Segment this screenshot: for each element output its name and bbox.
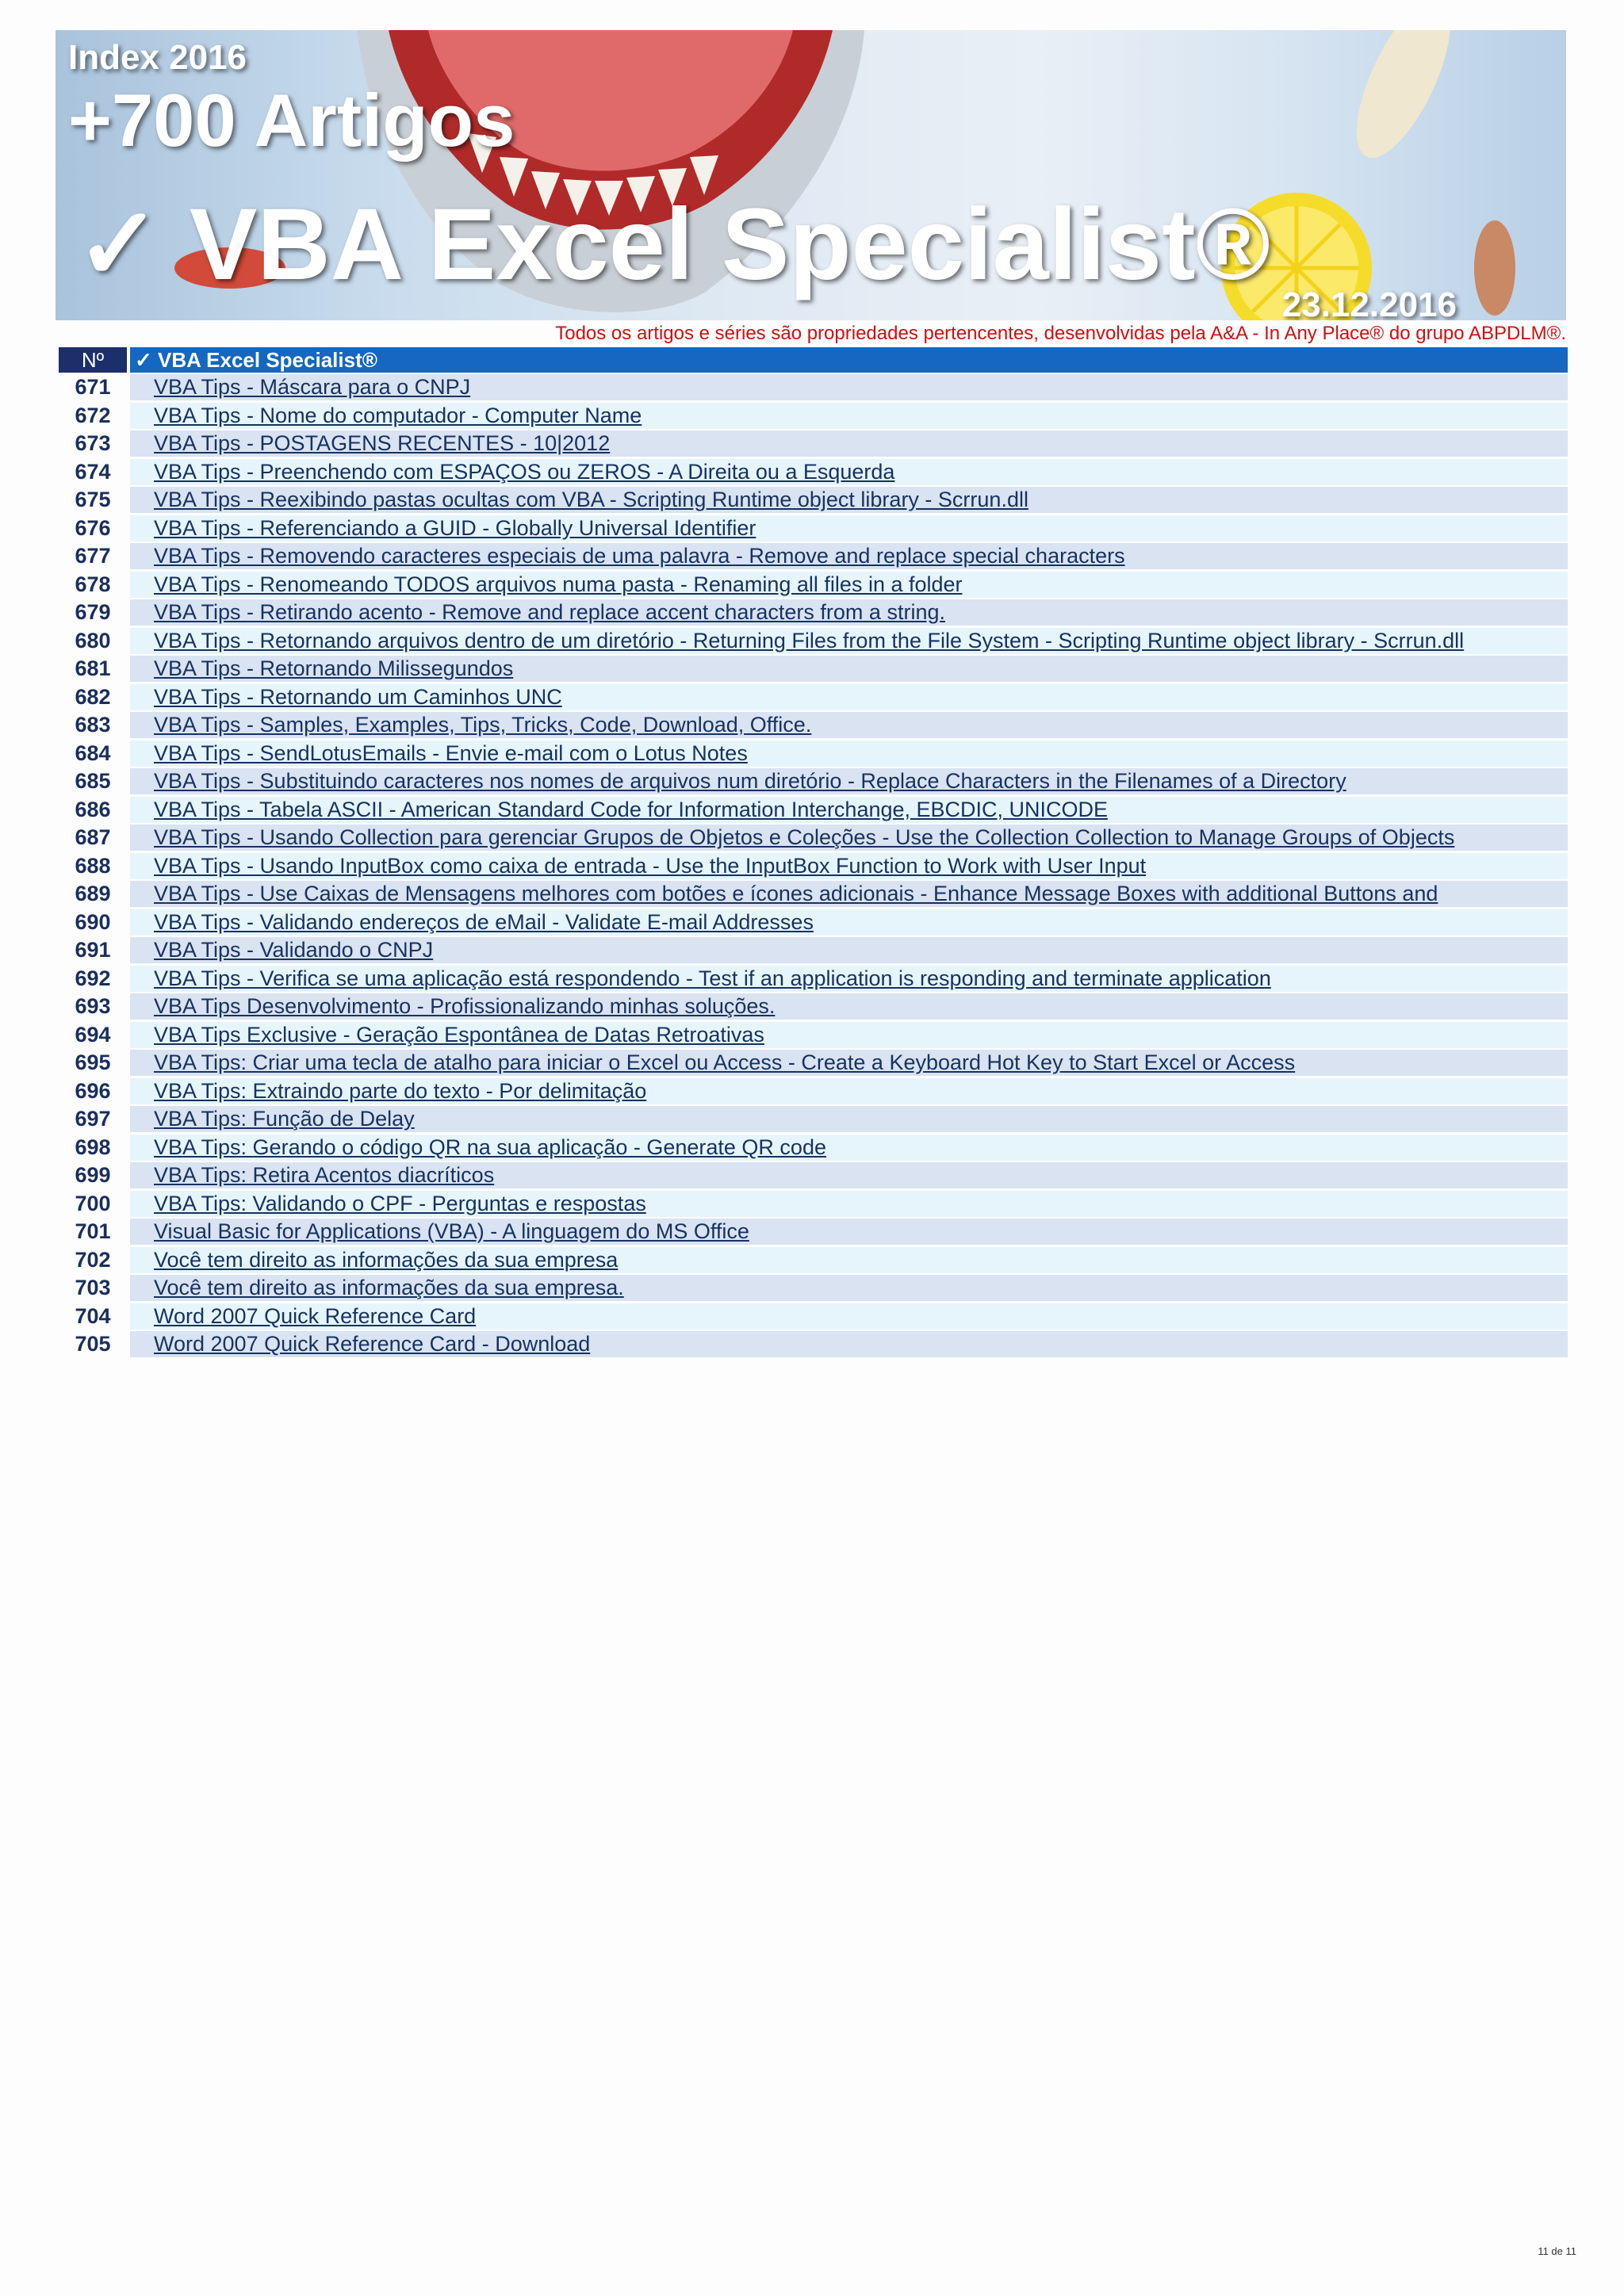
article-cell	[130, 515, 1568, 541]
article-number: 698	[75, 1135, 111, 1159]
table-row	[59, 459, 1568, 488]
article-number: 679	[75, 600, 111, 624]
article-link[interactable]: VBA Tips - Usando InputBox como caixa de entrada - Use the InputBox Function to Work with User Input	[154, 853, 1147, 878]
article-cell	[130, 1191, 1568, 1217]
article-number: 702	[75, 1247, 111, 1272]
article-number: 690	[75, 909, 111, 934]
article-cell	[130, 1022, 1568, 1048]
article-number: 700	[75, 1191, 111, 1215]
article-number: 693	[75, 994, 111, 1018]
table-row	[59, 853, 1568, 882]
article-number: 681	[75, 656, 111, 680]
article-link[interactable]: VBA Tips - Preenchendo com ESPAÇOS ou ZEROS - A Direita ou a Esquerda	[154, 459, 895, 484]
article-cell	[130, 825, 1568, 851]
article-number: 682	[75, 684, 111, 709]
article-cell	[130, 1219, 1568, 1245]
article-number: 684	[75, 740, 111, 765]
article-cell	[130, 403, 1568, 429]
article-number: 675	[75, 488, 111, 511]
article-number: 680	[75, 628, 111, 652]
article-cell	[130, 1078, 1568, 1104]
table-row	[59, 656, 1568, 684]
article-cell	[130, 1303, 1568, 1330]
article-link[interactable]: VBA Tips - Máscara para o CNPJ	[154, 375, 471, 399]
table-row	[59, 403, 1568, 431]
article-number: 688	[75, 853, 111, 878]
article-cell	[130, 937, 1568, 963]
article-link[interactable]: Você tem direito as informações da sua empresa.	[154, 1276, 624, 1299]
article-link[interactable]: VBA Tips Exclusive - Geração Espontânea de Datas Retroativas	[154, 1022, 764, 1047]
article-cell	[130, 797, 1568, 823]
table-row	[59, 1162, 1568, 1191]
article-link[interactable]: Visual Basic for Applications (VBA) - A linguagem do MS Office	[154, 1219, 749, 1243]
article-link[interactable]: VBA Tips - Retornando Milissegundos	[154, 656, 514, 680]
table-row	[59, 1191, 1568, 1219]
article-link[interactable]: VBA Tips - POSTAGENS RECENTES - 10|2012	[154, 431, 611, 455]
article-cell	[130, 543, 1568, 569]
table-row	[59, 1106, 1568, 1135]
table-row	[59, 430, 1568, 459]
article-number: 699	[75, 1163, 111, 1187]
article-number: 689	[75, 882, 111, 905]
table-row	[59, 543, 1568, 572]
article-link[interactable]: VBA Tips: Criar uma tecla de atalho para iniciar o Excel ou Access - Create a Keyboard Hot Key to Start Excel or Access	[154, 1050, 1296, 1074]
article-link[interactable]: VBA Tips - Nome do computador - Computer Name	[154, 403, 642, 427]
article-number: 703	[75, 1276, 111, 1299]
article-link[interactable]: VBA Tips - Reexibindo pastas ocultas com VBA - Scripting Runtime object library - Scrrun.dll	[154, 488, 1028, 511]
article-number: 672	[75, 403, 111, 427]
banner-article-count: +700 Artigos	[68, 78, 515, 162]
table-row	[59, 1022, 1568, 1050]
article-number: 694	[75, 1022, 111, 1047]
article-number: 695	[75, 1050, 111, 1074]
article-cell	[130, 374, 1568, 400]
article-cell	[130, 628, 1568, 654]
article-cell	[130, 966, 1568, 992]
table-row	[59, 487, 1568, 515]
banner-date: 23.12.2016	[1281, 285, 1457, 320]
article-cell	[130, 993, 1568, 1020]
article-cell	[130, 881, 1568, 907]
article-cell	[130, 1275, 1568, 1301]
article-number: 673	[75, 431, 111, 455]
table-row	[59, 825, 1568, 853]
article-number: 674	[75, 459, 111, 484]
article-link[interactable]: VBA Tips - Validando endereços de eMail - Validate E-mail Addresses	[154, 909, 814, 934]
article-number: 701	[75, 1219, 111, 1243]
article-number: 692	[75, 966, 111, 990]
article-cell	[130, 1331, 1568, 1357]
article-number: 705	[75, 1332, 111, 1356]
header-number: Nº	[59, 347, 127, 373]
table-row	[59, 1247, 1568, 1276]
article-link[interactable]: VBA Tips - Tabela ASCII - American Standard Code for Information Interchange, EBCDIC, UNICODE	[154, 797, 1109, 821]
article-number: 686	[75, 797, 111, 821]
article-cell	[130, 712, 1568, 738]
article-link[interactable]: VBA Tips - Retornando um Caminhos UNC	[154, 684, 562, 709]
table-row	[59, 937, 1568, 966]
article-cell	[130, 740, 1568, 767]
article-link[interactable]: Você tem direito as informações da sua empresa	[154, 1247, 619, 1272]
article-number: 697	[75, 1107, 111, 1131]
article-cell	[130, 684, 1568, 710]
table-row	[59, 1219, 1568, 1247]
page-number: 11 de 11	[1538, 2245, 1576, 2257]
article-link[interactable]: VBA Tips - Retirando acento - Remove and replace accent characters from a string.	[154, 600, 945, 624]
table-row	[59, 1135, 1568, 1163]
table-row	[59, 993, 1568, 1022]
article-link[interactable]: VBA Tips: Validando o CPF - Perguntas e respostas	[154, 1191, 646, 1215]
article-link[interactable]: VBA Tips Desenvolvimento - Profissionalizando minhas soluções.	[154, 994, 776, 1018]
article-link[interactable]: VBA Tips - Removendo caracteres especiais de uma palavra - Remove and replace special characters	[154, 544, 1125, 568]
table-row	[59, 881, 1568, 909]
table-row	[59, 628, 1568, 656]
rights-notice: Todos os artigos e séries são propriedades pertencentes, desenvolvidas pela A&A - In Any Place® do grupo ABPDLM®.	[555, 323, 1566, 344]
article-link[interactable]: VBA Tips - Use Caixas de Mensagens melhores com botões e ícones adicionais - Enhance Message Boxes with additional Buttons and	[154, 882, 1438, 905]
table-row	[59, 1331, 1568, 1360]
article-link[interactable]: Word 2007 Quick Reference Card	[154, 1303, 477, 1328]
article-link[interactable]: VBA Tips - Validando o CNPJ	[154, 938, 434, 962]
table-row	[59, 740, 1568, 769]
article-link[interactable]: VBA Tips - Retornando arquivos dentro de um diretório - Returning Files from the File System - Scripting Runtime object library - Scrrun.dll	[154, 628, 1465, 652]
article-cell	[130, 1162, 1568, 1188]
table-header	[59, 347, 1568, 373]
article-link[interactable]: VBA Tips: Retira Acentos diacríticos	[154, 1163, 495, 1187]
article-cell	[130, 768, 1568, 794]
table-row	[59, 1275, 1568, 1303]
table-row	[59, 684, 1568, 713]
article-number: 678	[75, 572, 111, 596]
article-number: 687	[75, 825, 111, 849]
article-link[interactable]: VBA Tips - Referenciando a GUID - Globally Universal Identifier	[154, 515, 756, 540]
table-row	[59, 599, 1568, 628]
table-row	[59, 797, 1568, 825]
table-row	[59, 374, 1568, 403]
article-number: 704	[75, 1303, 111, 1328]
article-link[interactable]: VBA Tips - Verifica se uma aplicação está respondendo - Test if an application is responding and terminate application	[154, 966, 1271, 990]
table-row	[59, 1078, 1568, 1107]
article-cell	[130, 1247, 1568, 1273]
table-row	[59, 966, 1568, 994]
article-number: 685	[75, 769, 111, 793]
article-cell	[130, 1135, 1568, 1161]
article-link[interactable]: VBA Tips: Função de Delay	[154, 1107, 415, 1131]
table-row	[59, 572, 1568, 600]
article-number: 691	[75, 938, 111, 962]
article-number: 677	[75, 544, 111, 568]
article-cell	[130, 1050, 1568, 1076]
article-number: 676	[75, 515, 111, 540]
banner-index-label: Index 2016	[68, 38, 247, 77]
article-number: 696	[75, 1078, 111, 1103]
article-cell	[130, 1106, 1568, 1132]
article-cell	[130, 853, 1568, 879]
article-link[interactable]: VBA Tips - SendLotusEmails - Envie e-mail com o Lotus Notes	[154, 740, 748, 765]
article-cell	[130, 459, 1568, 485]
article-link[interactable]: VBA Tips - Substituindo caracteres nos nomes de arquivos num diretório - Replace Characters in the Filenames of a Directory	[154, 769, 1346, 793]
table-row	[59, 1050, 1568, 1078]
article-link[interactable]: VBA Tips - Usando Collection para gerenciar Grupos de Objetos e Coleções - Use the Collection Collection to Manage Groups of Objects	[154, 825, 1455, 849]
header-title: ✓ VBA Excel Specialist®	[130, 347, 1568, 373]
article-cell	[130, 599, 1568, 626]
article-link[interactable]: VBA Tips: Gerando o código QR na sua aplicação - Generate QR code	[154, 1135, 826, 1159]
table-row	[59, 909, 1568, 938]
header-banner	[56, 30, 1566, 320]
table-row	[59, 515, 1568, 544]
article-number: 671	[75, 375, 111, 399]
banner-title: ✓ VBA Excel Specialist®	[76, 188, 1270, 301]
article-cell	[130, 572, 1568, 598]
table-row	[59, 1303, 1568, 1332]
article-link[interactable]: VBA Tips: Extraindo parte do texto - Por delimitação	[154, 1078, 647, 1103]
table-row	[59, 768, 1568, 797]
table-row	[59, 712, 1568, 740]
article-cell	[130, 909, 1568, 936]
article-number: 683	[75, 713, 111, 737]
article-link[interactable]: VBA Tips - Samples, Examples, Tips, Tricks, Code, Download, Office.	[154, 713, 812, 737]
article-cell	[130, 430, 1568, 457]
article-link[interactable]: Word 2007 Quick Reference Card - Download	[154, 1332, 591, 1356]
article-cell	[130, 487, 1568, 513]
article-link[interactable]: VBA Tips - Renomeando TODOS arquivos numa pasta - Renaming all files in a folder	[154, 572, 963, 596]
article-table	[59, 374, 1568, 1360]
article-cell	[130, 656, 1568, 682]
